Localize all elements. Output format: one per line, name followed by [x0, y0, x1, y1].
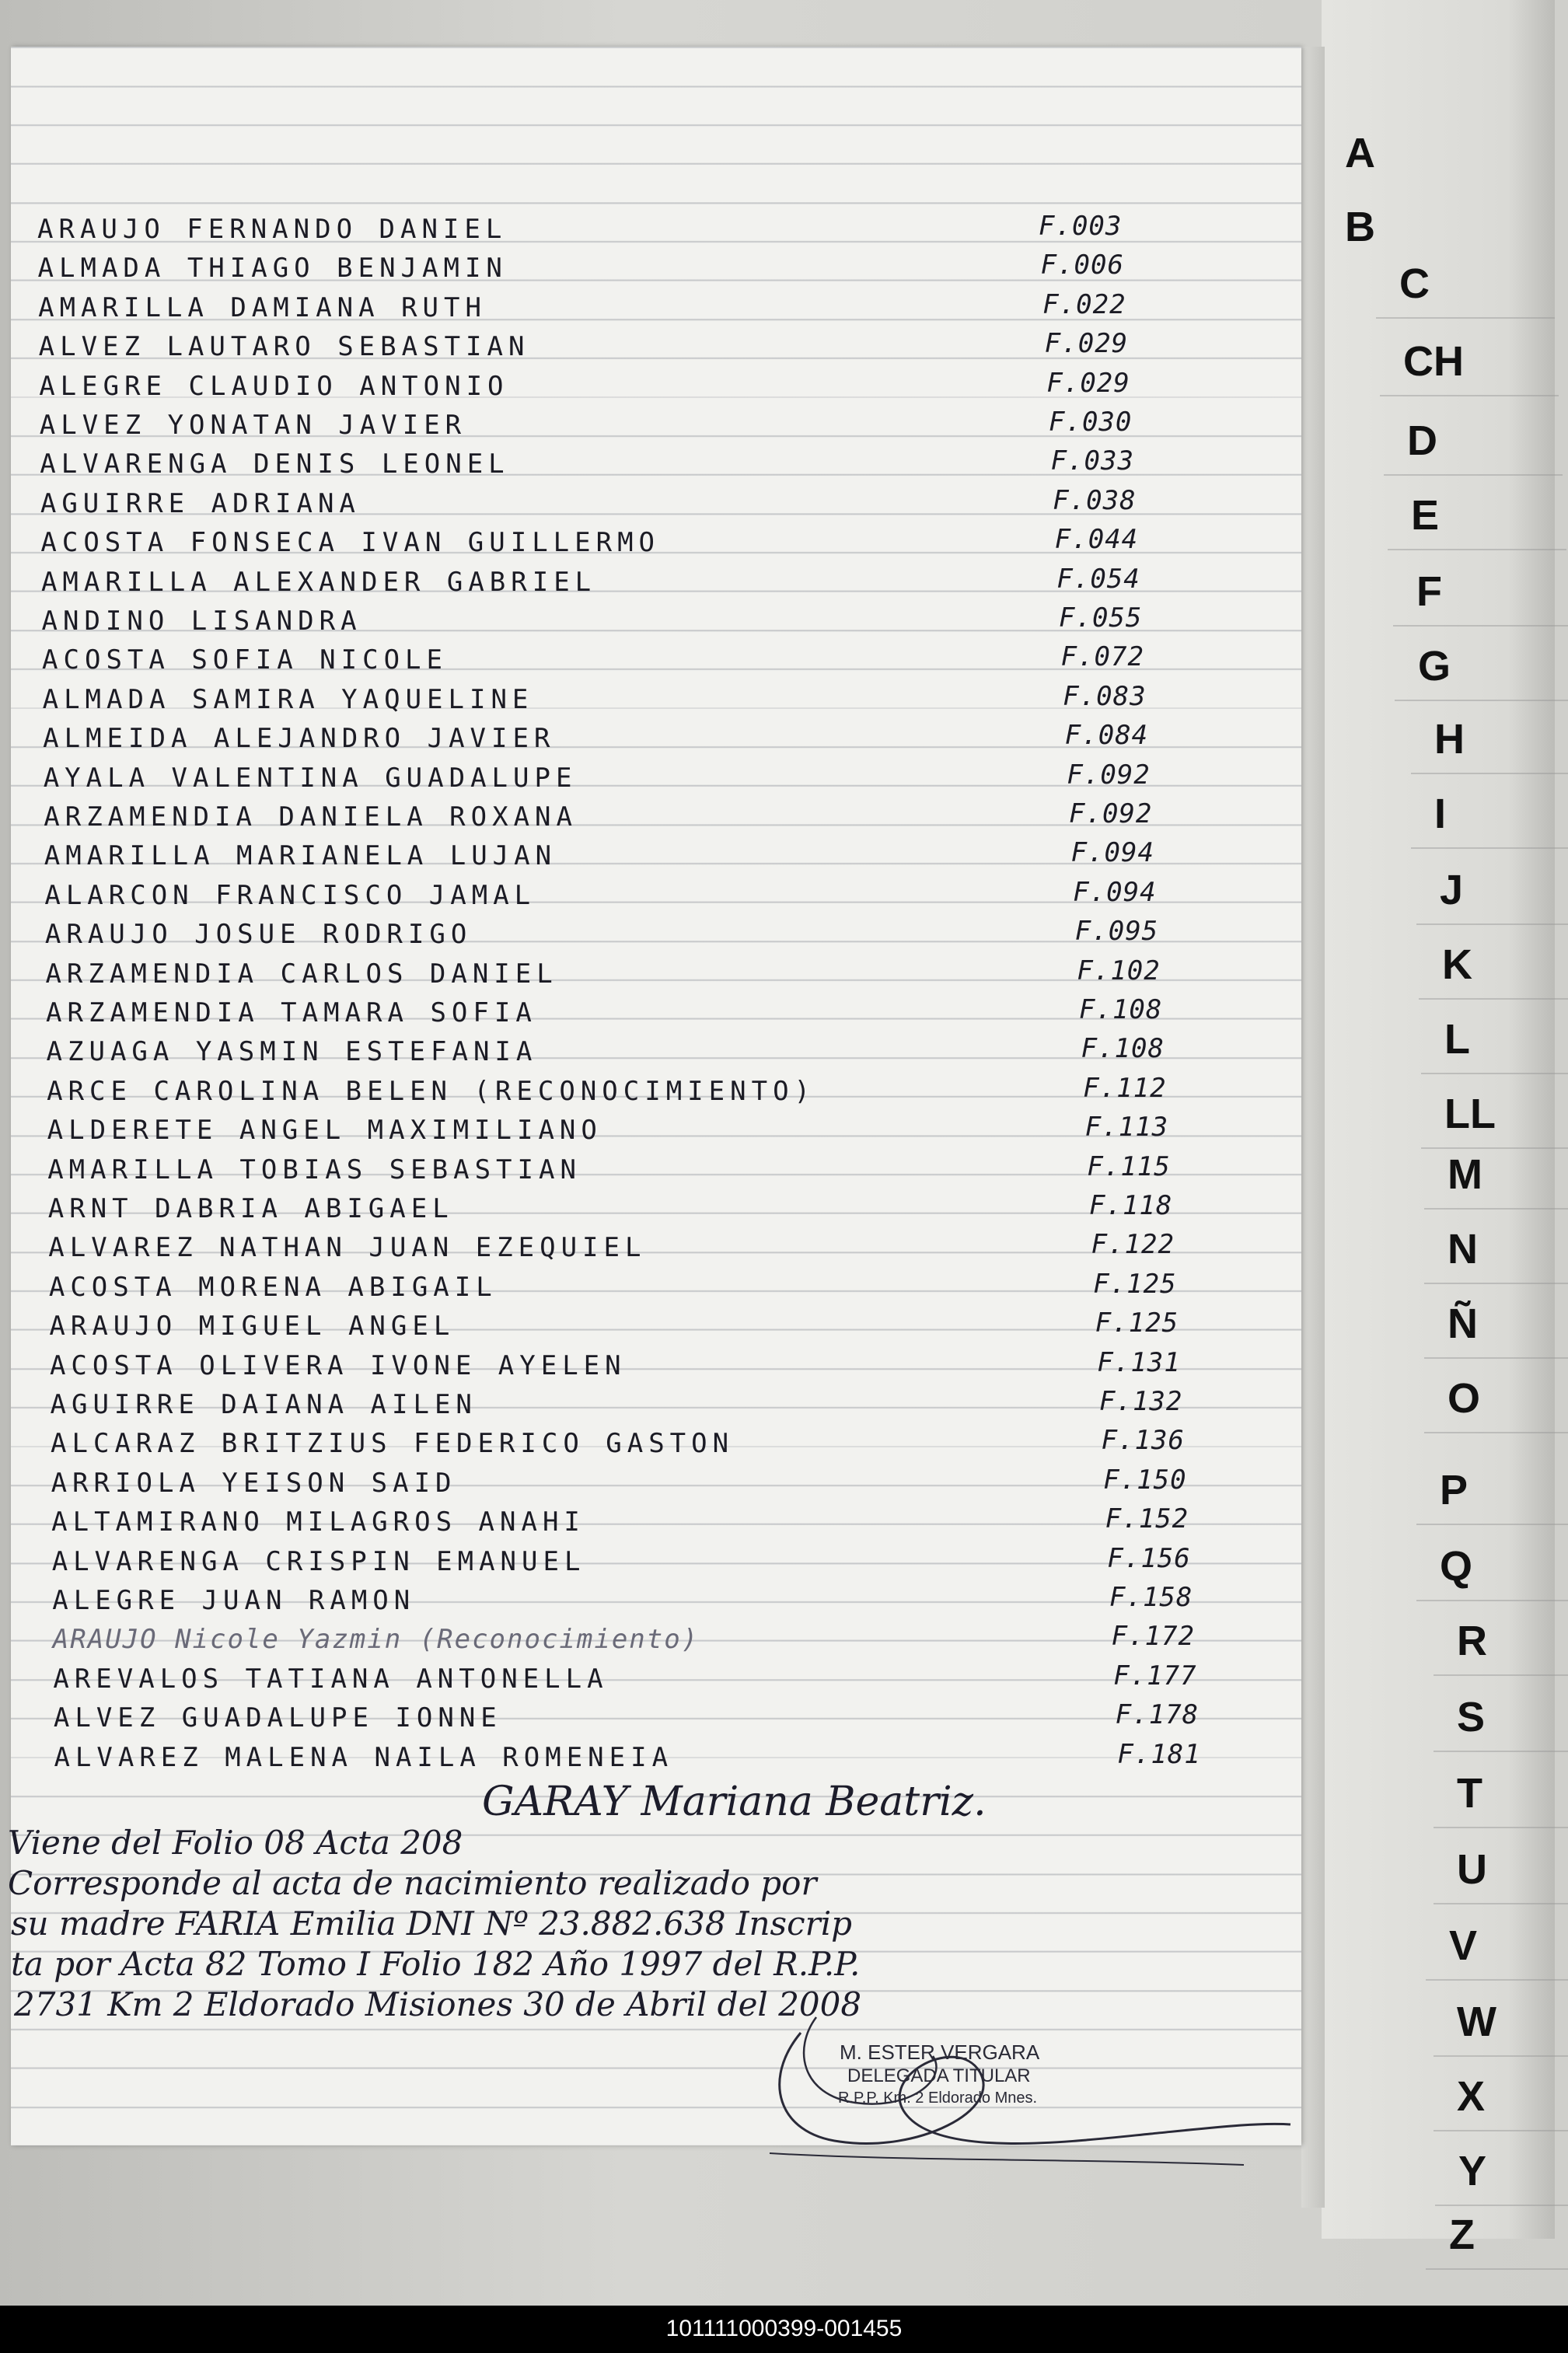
index-tab[interactable] — [1426, 2198, 1568, 2270]
entry-folio: F.125 — [1093, 1268, 1177, 1300]
entry-name: ARAUJO MIGUEL ANGEL — [49, 1311, 456, 1342]
entry-folio: F.038 — [1053, 484, 1137, 516]
index-tab-label[interactable]: LL — [1444, 1091, 1496, 1137]
index-tab-label[interactable]: J — [1440, 867, 1464, 913]
entry-folio: F.072 — [1060, 641, 1144, 673]
entry-folio: F.003 — [1039, 211, 1123, 242]
entry-name: AMARILLA TOBIAS SEBASTIAN — [47, 1154, 581, 1185]
index-tab[interactable] — [1434, 1604, 1568, 1676]
entry-name: AYALA VALENTINA GUADALUPE — [43, 762, 578, 794]
entry-name: ALCARAZ BRITZIUS FEDERICO GASTON — [51, 1428, 735, 1460]
note-line: Viene del Folio 08 Acta 208 — [8, 1824, 463, 1862]
entry-name: ARAUJO FERNANDO DANIEL — [37, 214, 508, 245]
entry-folio: F.112 — [1083, 1072, 1167, 1104]
entry-folio: F.095 — [1074, 916, 1159, 948]
entry-folio: F.030 — [1049, 407, 1133, 438]
entry-name: ARZAMENDIA CARLOS DANIEL — [45, 958, 558, 990]
entry-folio: F.022 — [1042, 288, 1126, 320]
entry-name: ACOSTA SOFIA NICOLE — [42, 644, 448, 676]
entry-name: ALTAMIRANO MILAGROS ANAHI — [51, 1506, 585, 1538]
index-tab-label[interactable]: Q — [1440, 1543, 1473, 1590]
index-tab-label[interactable]: T — [1457, 1770, 1482, 1817]
entry-folio: F.125 — [1095, 1307, 1179, 1339]
entry-name: AGUIRRE DAIANA AILEN — [50, 1389, 477, 1420]
index-tab-label[interactable]: W — [1457, 1999, 1496, 2045]
entry-folio: F.092 — [1069, 798, 1153, 829]
index-tab-label[interactable]: H — [1434, 716, 1465, 763]
entry-folio: F.094 — [1070, 837, 1154, 869]
index-tab[interactable] — [1435, 2135, 1568, 2206]
entry-folio: F.181 — [1117, 1738, 1201, 1770]
entry-folio: F.172 — [1111, 1621, 1195, 1653]
index-tab-label[interactable]: E — [1411, 492, 1440, 539]
stamp-office: R.P.P. Km. 2 Eldorado Mnes. — [838, 2089, 1038, 2107]
entry-name: AZUAGA YASMIN ESTEFANIA — [46, 1036, 538, 1068]
index-tab[interactable] — [1424, 1138, 1568, 1210]
index-tab-label[interactable]: M — [1448, 1151, 1482, 1198]
entry-folio: F.113 — [1084, 1112, 1169, 1143]
index-tab-label[interactable]: K — [1442, 941, 1472, 988]
entry-folio: F.055 — [1059, 602, 1143, 634]
stamp-title: DELEGADA TITULAR — [847, 2065, 1031, 2086]
index-tab-label[interactable]: P — [1440, 1467, 1468, 1513]
entry-name: ANDINO LISANDRA — [41, 606, 362, 637]
index-tab-label[interactable]: CH — [1403, 338, 1464, 385]
entry-folio: F.094 — [1073, 876, 1157, 908]
entry-name: ARAUJO JOSUE RODRIGO — [44, 919, 473, 951]
entry-folio: F.084 — [1064, 720, 1149, 752]
index-tab[interactable] — [1424, 1213, 1568, 1284]
index-tab[interactable] — [1424, 1287, 1568, 1359]
entry-folio: F.092 — [1067, 759, 1151, 791]
index-tab-label[interactable]: R — [1457, 1618, 1487, 1664]
note-line: Corresponde al acta de nacimiento realizado por — [8, 1864, 817, 1902]
index-tab-label[interactable]: V — [1449, 1922, 1478, 1969]
entry-name: ALVEZ LAUTARO SEBASTIAN — [38, 331, 530, 363]
entry-name: AMARILLA DAMIANA RUTH — [38, 292, 487, 323]
entry-name: ALEGRE JUAN RAMON — [52, 1585, 416, 1616]
index-tab[interactable] — [1434, 1833, 1568, 1904]
entry-folio: F.033 — [1050, 445, 1134, 477]
page-edge — [1301, 47, 1325, 2208]
entry-name: ALEGRE CLAUDIO ANTONIO — [39, 370, 509, 402]
index-tab-label[interactable]: X — [1457, 2073, 1486, 2120]
entry-name: ALVEZ YONATAN JAVIER — [39, 410, 467, 441]
index-tab-label[interactable]: Ñ — [1448, 1300, 1478, 1347]
entry-folio: F.156 — [1107, 1542, 1191, 1574]
entry-name: ALVARENGA DENIS LEONEL — [40, 449, 510, 480]
entry-folio: F.131 — [1097, 1346, 1181, 1378]
entry-name: AREVALOS TATIANA ANTONELLA — [53, 1663, 609, 1695]
index-tab-label[interactable]: B — [1345, 204, 1375, 250]
entry-name: ARZAMENDIA TAMARA SOFIA — [46, 997, 537, 1028]
handwritten-name: GARAY Mariana Beatriz. — [482, 1779, 987, 1825]
entry-folio: F.029 — [1046, 367, 1130, 399]
footer-code: 101111000399-001455 — [665, 2316, 903, 2341]
entry-name: ALVAREZ NATHAN JUAN EZEQUIEL — [48, 1232, 647, 1264]
index-tab[interactable] — [1434, 1985, 1568, 2057]
entry-name: ALVARENGA CRISPIN EMANUEL — [51, 1545, 586, 1577]
index-tab[interactable] — [1419, 928, 1568, 1000]
index-tab[interactable] — [1434, 1757, 1568, 1828]
entry-name: ALMADA THIAGO BENJAMIN — [37, 253, 508, 285]
entry-folio: F.152 — [1105, 1503, 1189, 1535]
entry-folio: F.132 — [1099, 1386, 1183, 1417]
entry-name: ACOSTA MORENA ABIGAIL — [48, 1271, 498, 1303]
index-tab-label[interactable]: Z — [1449, 2212, 1475, 2258]
entry-folio: F.108 — [1079, 994, 1163, 1025]
index-tab-label[interactable]: F — [1416, 568, 1442, 615]
entry-name: ALVEZ GUADALUPE IONNE — [53, 1702, 502, 1734]
entry-folio: F.136 — [1101, 1425, 1185, 1457]
note-line: ta por Acta 82 Tomo I Folio 182 Año 1997 del R.P.P. — [11, 1945, 861, 1983]
index-tab-label[interactable]: Y — [1458, 2148, 1487, 2194]
index-tab-label[interactable]: C — [1399, 260, 1430, 307]
index-tab[interactable] — [1424, 1362, 1568, 1433]
entry-name: AGUIRRE ADRIANA — [40, 487, 361, 519]
entry-name: ALVAREZ MALENA NAILA ROMENEIA — [54, 1741, 674, 1773]
entry-name: ARZAMENDIA DANIELA ROXANA — [44, 801, 578, 833]
entry-name: ALMEIDA ALEJANDRO JAVIER — [43, 723, 556, 755]
entry-folio: F.178 — [1115, 1699, 1200, 1731]
index-tab-label[interactable]: D — [1407, 417, 1437, 464]
index-tab-label[interactable]: A — [1345, 130, 1375, 176]
entry-folio: F.006 — [1040, 250, 1124, 281]
index-tab[interactable] — [1434, 2060, 1568, 2131]
entry-folio: F.158 — [1109, 1582, 1193, 1613]
entry-name: ACOSTA OLIVERA IVONE AYELEN — [49, 1349, 627, 1381]
entry-name: ARCE CAROLINA BELEN (RECONOCIMIENTO) — [47, 1075, 816, 1107]
index-tab-label[interactable]: S — [1457, 1694, 1486, 1740]
entry-name: ALDERETE ANGEL MAXIMILIANO — [47, 1115, 602, 1147]
index-tab[interactable] — [1426, 1909, 1568, 1981]
index-tab-label[interactable]: I — [1434, 791, 1447, 837]
index-tab-label[interactable]: O — [1448, 1375, 1481, 1422]
note-line: 2731 Km 2 Eldorado Misiones 30 de Abril del 2008 — [14, 1985, 862, 2023]
index-tab[interactable] — [1434, 1681, 1568, 1752]
index-tab-label[interactable]: L — [1444, 1016, 1470, 1063]
entry-folio: F.115 — [1087, 1150, 1171, 1182]
entry-folio: F.054 — [1056, 563, 1140, 595]
index-tab-label[interactable]: U — [1457, 1846, 1487, 1893]
entry-folio: F.044 — [1054, 524, 1139, 556]
entry-folio: F.083 — [1063, 680, 1147, 712]
entry-name: ARNT DABRIA ABIGAEL — [47, 1193, 454, 1224]
entry-name: ARAUJO Nicole Yazmin (Reconocimiento) — [52, 1624, 700, 1656]
note-line: su madre FARIA Emilia DNI Nº 23.882.638 Inscrip — [11, 1904, 853, 1943]
entry-name: ALMADA SAMIRA YAQUELINE — [42, 683, 534, 715]
index-tab-label[interactable]: G — [1418, 643, 1451, 689]
index-tab-label[interactable]: N — [1448, 1226, 1478, 1273]
entry-name: ACOSTA FONSECA IVAN GUILLERMO — [40, 527, 661, 559]
official-stamp — [746, 1986, 1306, 2173]
entry-folio: F.177 — [1113, 1660, 1197, 1691]
entry-folio: F.029 — [1044, 328, 1129, 360]
entry-folio: F.118 — [1089, 1190, 1173, 1221]
index-tab[interactable] — [1421, 1003, 1568, 1074]
entry-name: ALARCON FRANCISCO JAMAL — [44, 879, 536, 911]
entry-folio: F.102 — [1077, 955, 1161, 986]
entry-name: AMARILLA MARIANELA LUJAN — [44, 840, 557, 872]
stamp-name: M. ESTER VERGARA — [840, 2041, 1040, 2064]
entry-folio: F.122 — [1091, 1229, 1175, 1261]
entry-folio: F.108 — [1081, 1033, 1165, 1065]
entry-name: ARRIOLA YEISON SAID — [51, 1467, 457, 1499]
entry-name: AMARILLA ALEXANDER GABRIEL — [40, 566, 597, 598]
entry-folio: F.150 — [1103, 1464, 1187, 1496]
